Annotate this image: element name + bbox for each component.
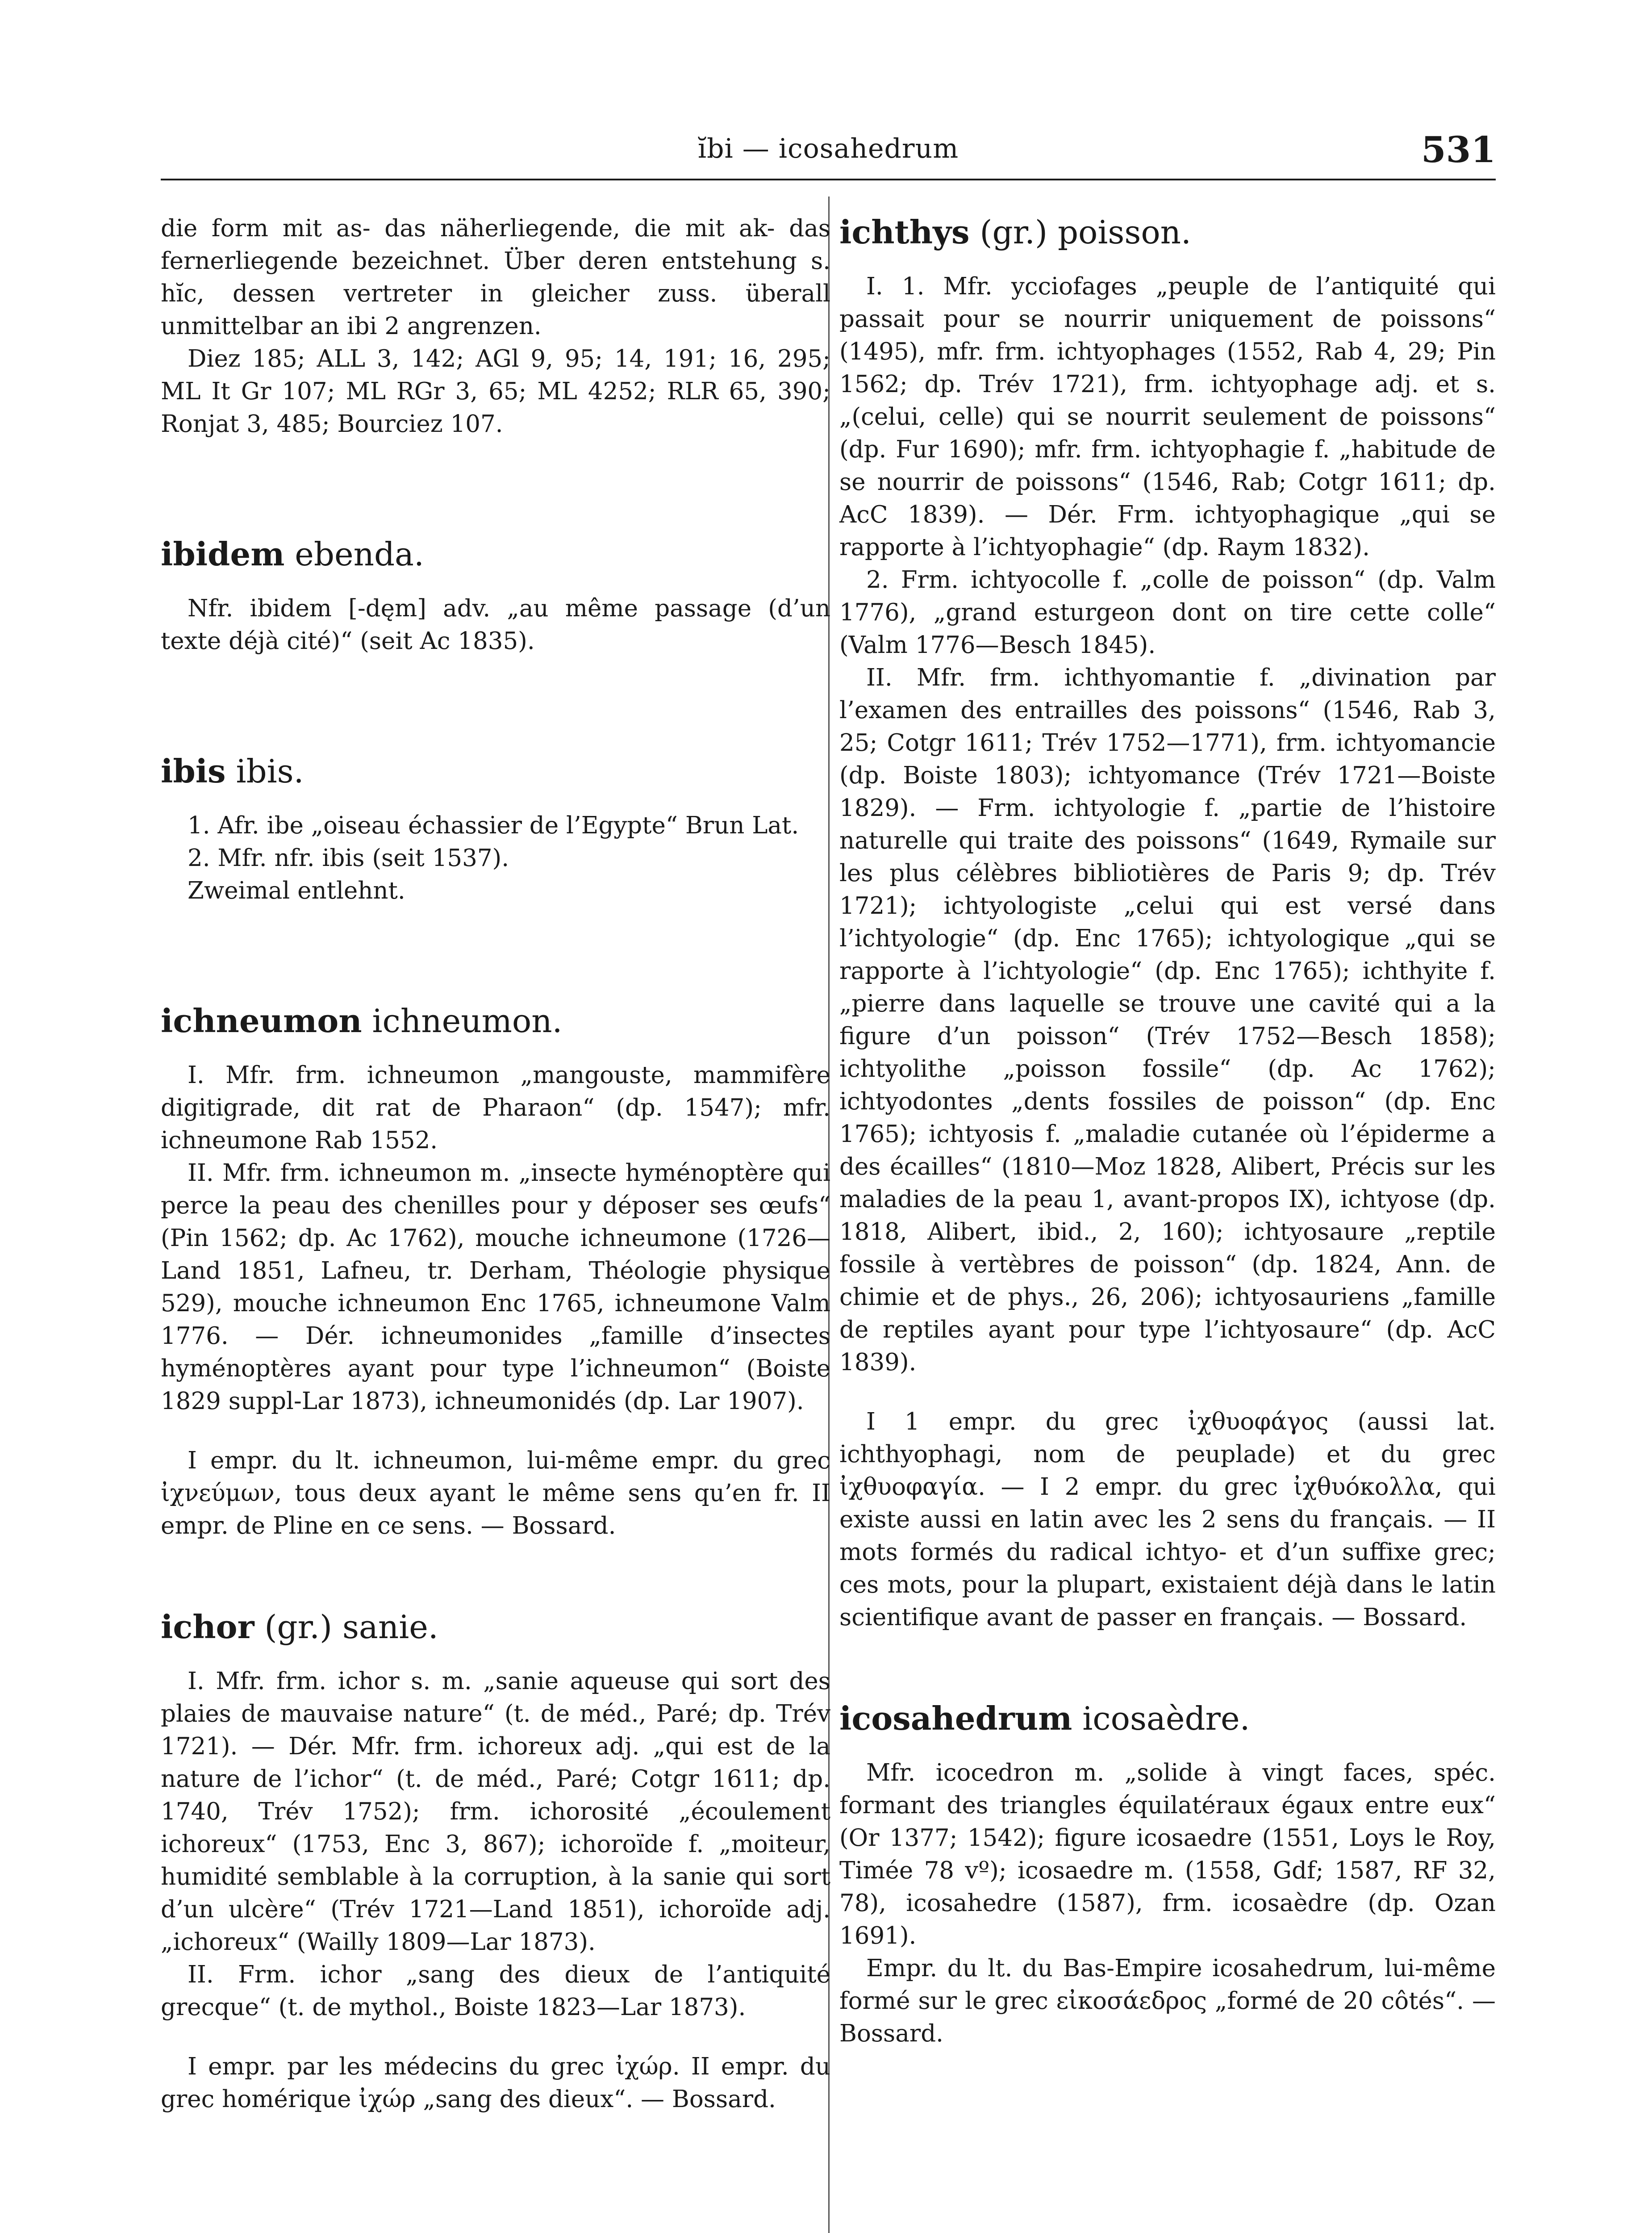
entry-paragraph: 2. Mfr. nfr. ibis (seit 1537).: [188, 845, 509, 872]
gloss: (gr.) poisson.: [980, 213, 1191, 251]
entry-paragraph: I. Mfr. frm. ichor s. m. „sanie aqueuse qui sort des plaies de mauvaise nature“ (t. de méd., Paré; dp. Trév 1721). — Dér. Mfr. frm. ichoreux adj. „qui est de la nature de l’ichor“ (t. de méd., Paré; Cotgr 1611; dp. 1740, Trév 1752); frm. ichorosité „écoulement ichoreux“ (1753, Enc 3, 867); ichoroïde f. „moiteur, humidité semblable à la corruption, à la sanie qui sort d’un ulcère“ (Trév 1721—Land 1851), ichoroïde adj. „ichoreux“ (Wailly 1809—Lar 1873).: [161, 1668, 830, 1956]
entry-paragraph: 1. Afr. ibe „oiseau échassier de l’Egypte“ Brun Lat.: [188, 812, 799, 839]
headword: icosahedrum: [839, 1699, 1072, 1737]
entry-heading: [839, 1698, 1496, 1739]
entry-paragraph: II. Mfr. frm. ichneumon m. „insecte hyménoptère qui perce la peau des chenilles pour y déposer ses œufs“ (Pin 1562; dp. Ac 1762), mouche ichneumone (1726—Land 1851, Lafneu, tr. Derham, Théologie physique 529), mouche ichneumon Enc 1765, ichneumone Valm 1776. — Dér. ichneumonides „famille d’insectes hyménoptères ayant pour type l’ichneumon“ (Boiste 1829 suppl-Lar 1873), ichneumonidés (dp. Lar 1907).: [161, 1159, 830, 1415]
page-header: [161, 129, 1496, 178]
page-number: 531: [1421, 129, 1496, 171]
entry-heading: [161, 751, 830, 791]
entry-heading: [839, 212, 1496, 252]
entry-heading: [161, 534, 830, 574]
entry-ibis: [161, 751, 830, 907]
etymology-paragraph: Empr. du lt. du Bas-Empire icosahedrum, lui-même formé sur le grec εἰκοσάεδρος „formé de 20 côtés“. — Bossard.: [839, 1955, 1496, 2047]
entry-paragraph: II. Mfr. frm. ichthyomantie f. „divination par l’examen des entrailles des poissons“ (1546, Rab 3, 25; Cotgr 1611; Trév 1752—1771), frm. ichtyomancie (dp. Boiste 1803); ichtyomance (Trév 1721—Boiste 1829). — Frm. ichtyologie f. „partie de l’histoire naturelle qui traite des poissons“ (1649, Rymaile sur les plus célèbres bibliotières de Paris 9; dp. Trév 1721); ichtyologiste „celui qui est versé dans l’ichtyologie“ (dp. Enc 1765); ichtyologique „qui se rapporte à l’ichtyologie“ (dp. Enc 1765); ichthyite f. „pierre dans laquelle se trouve une cavité qui a la figure d’un poisson“ (Trév 1752—Besch 1858); ichtyolithe „poisson fossile“ (dp. Ac 1762); ichtyodontes „dents fossiles de poisson“ (dp. Enc 1765); ichtyosis f. „maladie cutanée où l’épiderme a des écailles“ (1810—Moz 1828, Alibert, Précis sur les maladies de la peau 1, avant-propos IX), ichtyose (dp. 1818, Alibert, ibid., 2, 160); ichtyosaure „reptile fossile à vertèbres de poisson“ (dp. 1824, Ann. de chimie et de phys., 26, 206); ichtyosauriens „famille de reptiles ayant pour type l’ichtyosaure“ (dp. AcC 1839).: [839, 664, 1496, 1376]
headword: ichneumon: [161, 1002, 362, 1040]
etymology-paragraph: I empr. du lt. ichneumon, lui-même empr. du grec ἰχνεύμων, tous deux ayant le même sens qu’en fr. II empr. de Pline en ce sens. — Bossard.: [161, 1447, 830, 1539]
headword: ichthys: [839, 213, 970, 251]
gloss: ichneumon.: [372, 1002, 563, 1040]
bibliography-paragraph: Diez 185; ALL 3, 142; AGl 9, 95; 14, 191; 16, 295; ML It Gr 107; ML RGr 3, 65; ML 4252; RLR 65, 390; Ronjat 3, 485; Bourciez 107.: [161, 345, 830, 438]
entry-paragraph: 2. Frm. ichtyocolle f. „colle de poisson“ (dp. Valm 1776), „grand esturgeon dont on tire cette colle“ (Valm 1776—Besch 1845).: [839, 566, 1496, 659]
right-column: [839, 212, 1496, 2050]
entry-heading: [161, 1001, 830, 1041]
left-column: [161, 212, 830, 2116]
entry-heading: [161, 1607, 830, 1647]
gloss: ebenda.: [295, 535, 424, 573]
headword: ibis: [161, 752, 226, 790]
header-rule: [161, 179, 1496, 180]
entry-paragraph: II. Frm. ichor „sang des dieux de l’antiquité grecque“ (t. de mythol., Boiste 1823—Lar 1873).: [161, 1961, 830, 2021]
entry-paragraph: Nfr. ibidem [-dęm] adv. „au même passage (d’un texte déjà cité)“ (seit Ac 1835).: [161, 595, 830, 655]
headword: ichor: [161, 1608, 254, 1646]
gloss: (gr.) sanie.: [264, 1608, 438, 1646]
entry-ichneumon: [161, 1001, 830, 1542]
running-head: ĭbi — icosahedrum: [697, 133, 959, 164]
entry-paragraph: Mfr. icocedron m. „solide à vingt faces, spéc. formant des triangles équilatéraux égaux entre eux“ (Or 1377; 1542); figure icosaedre (1551, Loys le Roy, Timée 78 vº); icosaedre m. (1558, Gdf; 1587, RF 32, 78), icosahedre (1587), frm. icosaèdre (dp. Ozan 1691).: [839, 1759, 1496, 1949]
gloss: icosaèdre.: [1082, 1700, 1250, 1737]
gloss: ibis.: [236, 753, 304, 790]
entry-ichthys: [839, 212, 1496, 1634]
entry-paragraph: I. Mfr. frm. ichneumon „mangouste, mammifère digitigrade, dit rat de Pharaon“ (dp. 1547); mfr. ichneumone Rab 1552.: [161, 1062, 830, 1154]
headword: ibidem: [161, 535, 285, 573]
etymology-paragraph: I empr. par les médecins du grec ἰχώρ. II empr. du grec homérique ἰχώρ „sang des dieux“. — Bossard.: [161, 2053, 830, 2113]
continuation-paragraph: die form mit as- das näherliegende, die mit ak- das fernerliegende bezeichnet. Über deren entstehung s. hĭc, dessen vertreter in gleicher zuss. überall unmittelbar an ibi 2 angrenzen.: [161, 215, 830, 340]
entry-icosahedrum: [839, 1698, 1496, 2050]
entry-ichor: [161, 1607, 830, 2116]
entry-paragraph: Zweimal entlehnt.: [188, 877, 405, 904]
entry-paragraph: I. 1. Mfr. ycciofages „peuple de l’antiquité qui passait pour se nourrir uniquement de poissons“ (1495), mfr. frm. ichtyophages (1552, Rab 4, 29; Pin 1562; dp. Trév 1721), frm. ichtyophage adj. et s. „(celui, celle) qui se nourrit seulement de poissons“ (dp. Fur 1690); mfr. frm. ichtyophagie f. „habitude de se nourrir de poissons“ (1546, Rab; Cotgr 1611; dp. AcC 1839). — Dér. Frm. ichtyophagique „qui se rapporte à l’ichtyophagie“ (dp. Raym 1832).: [839, 273, 1496, 561]
entry-ibidem: [161, 534, 830, 657]
etymology-paragraph: I 1 empr. du grec ἰχθυοφάγος (aussi lat. ichthyophagi, nom de peuplade) et du grec ἰχθυοφαγία. — I 2 empr. du grec ἰχθυόκολλα, qui existe aussi en latin avec les 2 sens du français. — II mots formés du radical ichtyo- et d’un suffixe grec; ces mots, pour la plupart, existaient déjà dans le latin scientifique avant de passer en français. — Bossard.: [839, 1408, 1496, 1631]
